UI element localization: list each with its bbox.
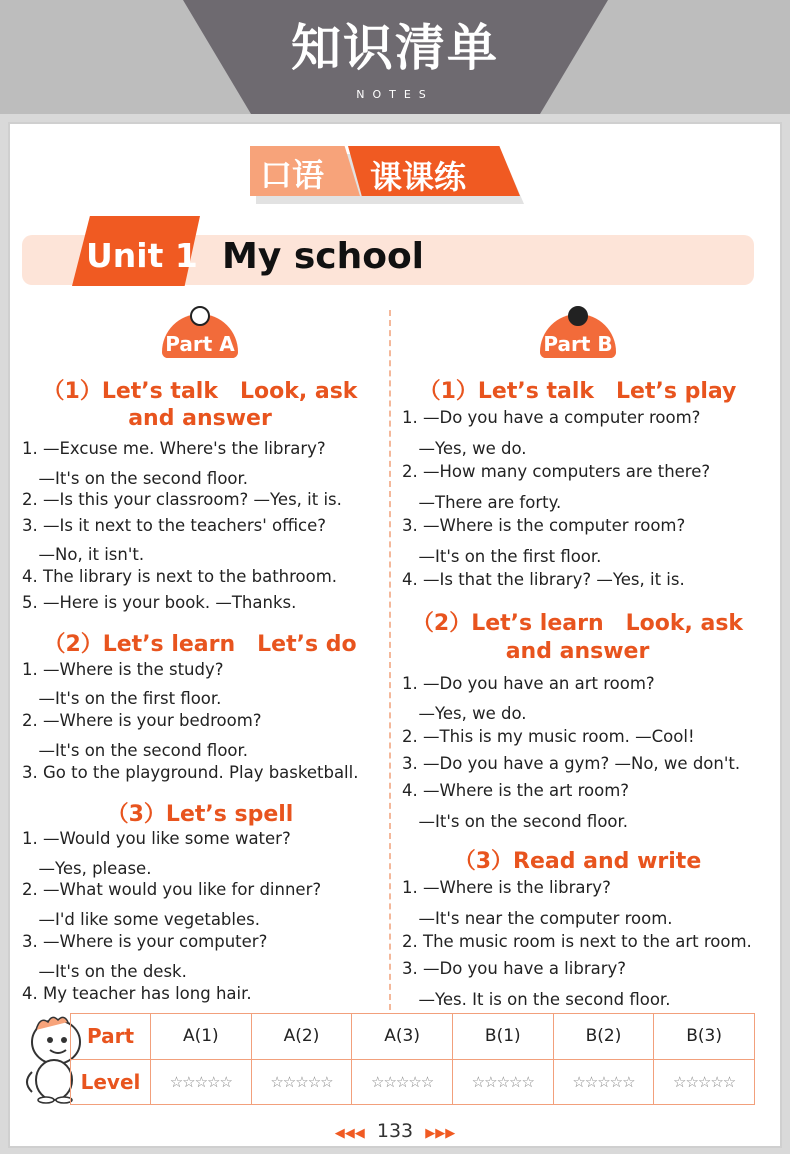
star-rating[interactable]: ☆☆☆☆☆ — [151, 1059, 252, 1105]
level-header: Level — [71, 1059, 151, 1105]
section-badge — [250, 146, 530, 206]
list-item: 2. —This is my music room. —Cool! — [402, 727, 695, 746]
badge-left-text: 口语 — [260, 156, 325, 194]
list-item: —It's on the desk. — [22, 962, 187, 981]
list-item: —Yes, we do. — [402, 704, 527, 723]
page-number: 133 — [376, 1120, 414, 1142]
list-item: 1. —Do you have an art room? — [402, 674, 655, 693]
list-item: 4. The library is next to the bathroom. — [22, 567, 338, 586]
table-col-header: B(2) — [553, 1014, 654, 1060]
star-rating[interactable]: ☆☆☆☆☆ — [251, 1059, 352, 1105]
list-item: —It's on the first floor. — [22, 689, 222, 708]
unit-tag-label: Unit 1 — [86, 236, 198, 275]
list-item: 5. —Here is your book. —Thanks. — [22, 593, 297, 612]
part-b-s3-title: （3）Read and write — [453, 849, 702, 874]
list-item: 3. Go to the playground. Play basketball. — [22, 763, 359, 782]
part-header: Part — [71, 1014, 151, 1060]
table-col-header: A(2) — [251, 1014, 352, 1060]
part-a-s3-title: （3）Let’s spell — [106, 802, 294, 827]
part-a-s2-title: （2）Let’s learn Let’s do — [43, 632, 357, 657]
part-b-s2-title-1: （2）Let’s learn Look, ask — [411, 611, 744, 636]
table-col-header: A(1) — [151, 1014, 252, 1060]
table-col-header: B(1) — [452, 1014, 553, 1060]
part-a-label: Part A — [165, 332, 235, 356]
list-item: 1. —Do you have a computer room? — [402, 408, 701, 427]
list-item: 2. —What would you like for dinner? — [22, 880, 322, 899]
list-item: 2. The music room is next to the art room. — [402, 932, 752, 951]
girl-icon — [568, 306, 588, 326]
part-b-s1-title: （1）Let’s talk Let’s play — [418, 379, 737, 404]
list-item: 1. —Where is the study? — [22, 660, 224, 679]
list-item: 4. —Where is the art room? — [402, 781, 630, 800]
page-subtitle: NOTES — [356, 88, 434, 101]
star-rating[interactable]: ☆☆☆☆☆ — [452, 1059, 553, 1105]
next-arrows-icon: ▶▶▶ — [425, 1126, 456, 1141]
list-item: 3. —Do you have a library? — [402, 959, 627, 978]
list-item: —No, it isn't. — [22, 545, 145, 564]
list-item: —Yes, please. — [22, 859, 152, 878]
boy-icon — [190, 306, 210, 326]
star-rating[interactable]: ☆☆☆☆☆ — [352, 1059, 453, 1105]
list-item: —It's on the second floor. — [402, 812, 629, 831]
list-item: 2. —How many computers are there? — [402, 462, 711, 481]
list-item: —It's on the second floor. — [22, 741, 249, 760]
list-item: 3. —Where is the computer room? — [402, 516, 686, 535]
table-row — [71, 1059, 755, 1105]
badge-right-text: 课课练 — [370, 158, 467, 196]
list-item: —It's near the computer room. — [402, 909, 673, 928]
star-rating[interactable]: ☆☆☆☆☆ — [654, 1059, 755, 1105]
list-item: 2. —Where is your bedroom? — [22, 711, 262, 730]
star-rating[interactable]: ☆☆☆☆☆ — [553, 1059, 654, 1105]
list-item: 4. —Is that the library? —Yes, it is. — [402, 570, 685, 589]
unit-title: My school — [222, 236, 425, 277]
list-item: 3. —Do you have a gym? —No, we don't. — [402, 754, 741, 773]
page-title: 知识清单 — [291, 19, 499, 77]
table-col-header: A(3) — [352, 1014, 453, 1060]
list-item: 3. —Where is your computer? — [22, 932, 268, 951]
list-item: 1. —Where is the library? — [402, 878, 611, 897]
prev-arrows-icon: ◀◀◀ — [334, 1126, 365, 1141]
list-item: —I'd like some vegetables. — [22, 910, 260, 929]
list-item: 3. —Is it next to the teachers' office? — [22, 516, 327, 535]
column-divider — [389, 310, 391, 1010]
part-a-s1-title-1: （1）Let’s talk Look, ask — [42, 379, 358, 404]
page-number-bar — [0, 1120, 790, 1142]
list-item: 4. My teacher has long hair. — [22, 984, 252, 1003]
list-item: —Yes. It is on the second floor. — [402, 990, 671, 1009]
table-col-header: B(3) — [654, 1014, 755, 1060]
list-item: —Yes, we do. — [402, 439, 527, 458]
list-item: 1. —Would you like some water? — [22, 829, 291, 848]
part-a-s1-title-2: and answer — [128, 406, 272, 431]
list-item: 1. —Excuse me. Where's the library? — [22, 439, 326, 458]
part-b-label: Part B — [543, 332, 613, 356]
part-b-s2-title-2: and answer — [505, 639, 650, 664]
list-item: —There are forty. — [402, 493, 562, 512]
list-item: 2. —Is this your classroom? —Yes, it is. — [22, 490, 342, 509]
list-item: —It's on the second floor. — [22, 469, 249, 488]
table-row — [71, 1014, 755, 1060]
list-item: —It's on the first floor. — [402, 547, 602, 566]
level-table — [70, 1013, 755, 1105]
